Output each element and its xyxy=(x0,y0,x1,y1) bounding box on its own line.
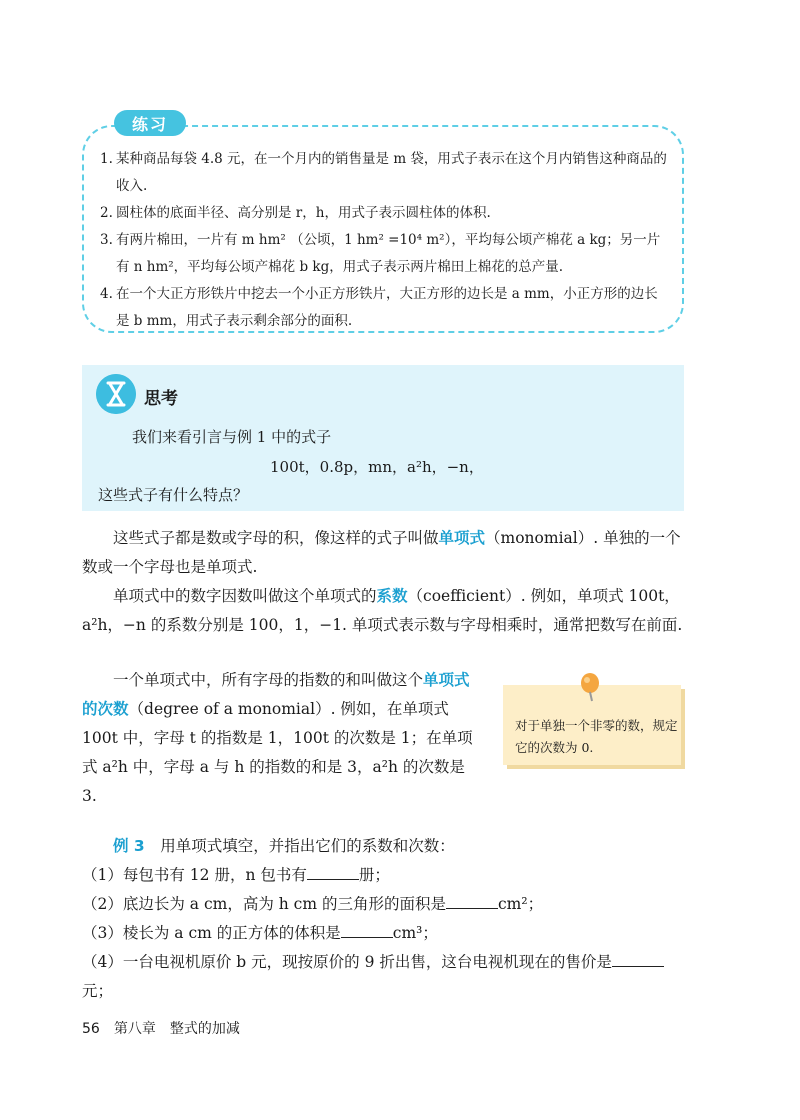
keyword-degree: 单项式的次数 xyxy=(82,671,470,718)
example3-q2: （2）底边长为 a cm，高为 h cm 的三角形的面积是 cm²； xyxy=(82,895,544,913)
chapter-title: 第八章 整式的加减 xyxy=(113,1021,240,1037)
answer-blank[interactable] xyxy=(612,952,664,967)
page-footer xyxy=(82,1018,240,1038)
keyword-monomial: 单项式 xyxy=(438,529,486,547)
keyword-coefficient: 系数 xyxy=(376,587,408,605)
example3-label: 例 3 xyxy=(113,837,145,855)
note-text: 对于单独一个非零的数，规定它的次数为 0. xyxy=(515,718,678,755)
page-number: 56 xyxy=(82,1021,100,1037)
example3-intro: 例 3 用单项式填空，并指出它们的系数和次数： xyxy=(113,837,455,855)
example3-q4: （4）一台电视机原价 b 元，现按原价的 9 折出售，这台电视机现在的售价是元； xyxy=(82,948,686,1006)
paragraph-coefficient: 单项式中的数字因数叫做这个单项式的系数（coefficient）. 例如，单项式 100t，a²h，−n 的系数分别是 100，1，−1. 单项式表示数与字母相乘时，通常把数写在前面. xyxy=(82,587,683,634)
answer-blank[interactable] xyxy=(307,865,359,880)
hourglass-icon xyxy=(96,374,136,414)
paragraph-degree: 一个单项式中，所有字母的指数的和叫做这个单项式的次数（degree of a monomial）. 例如，在单项式 100t 中，字母 t 的指数是 1，100t 的次数是 1；在单项式 a²h 中，字母 a 与 h 的指数的和是 3，a²h 的次数是 3. xyxy=(82,671,473,805)
think-title: 思考 xyxy=(144,389,178,409)
example3-q1: （1）每包书有 12 册，n 包书有 册； xyxy=(82,866,390,884)
exercise-item-1: 1. 某种商品每袋 4.8 元，在一个月内的销售量是 m 袋，用式子表示在这个月内销售这种商品的收入. xyxy=(100,151,667,194)
exercise-item-3: 3. 有两片棉田，一片有 m hm² （公顷，1 hm² =10⁴ m²），平均每公顷产棉花 a kg；另一片有 n hm²，平均每公顷产棉花 b kg，用式子表示两片棉田上棉花的总产量. xyxy=(100,232,661,275)
answer-blank[interactable] xyxy=(341,923,393,938)
exercise-tag: 练习 xyxy=(114,110,186,136)
think-question: 这些式子有什么特点？ xyxy=(98,486,249,504)
exercise-list xyxy=(100,146,670,335)
think-formula: 100t，0.8p，mn，a²h，−n， xyxy=(270,458,484,476)
answer-blank[interactable] xyxy=(446,894,498,909)
pushpin-icon xyxy=(578,672,602,702)
think-line-1: 我们来看引言与例 1 中的式子 xyxy=(132,428,332,446)
exercise-item-2: 2. 圆柱体的底面半径、高分别是 r，h，用式子表示圆柱体的体积. xyxy=(100,205,491,221)
paragraph-monomial: 这些式子都是数或字母的积，像这样的式子叫做单项式（monomial）. 单独的一个数或一个字母也是单项式. xyxy=(82,529,681,576)
example3-q3: （3）棱长为 a cm 的正方体的体积是 cm³； xyxy=(82,924,438,942)
exercise-item-4: 4. 在一个大正方形铁片中挖去一个小正方形铁片，大正方形的边长是 a mm，小正方形的边长是 b mm，用式子表示剩余部分的面积. xyxy=(100,286,658,329)
